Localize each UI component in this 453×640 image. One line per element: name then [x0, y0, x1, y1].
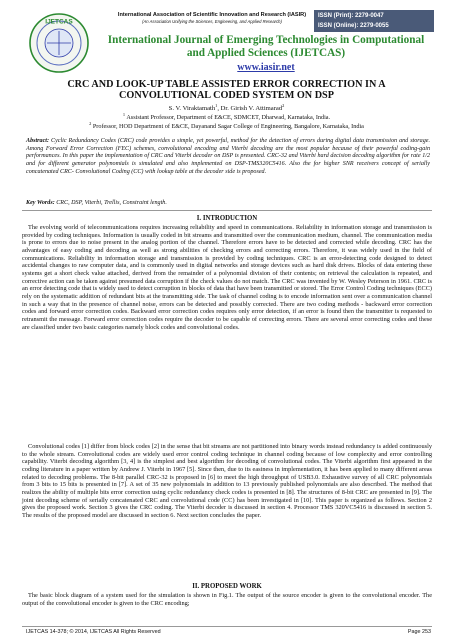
proposed-work-heading: II. PROPOSED WORK [192, 583, 262, 590]
author-2-sup: 2 [282, 103, 285, 108]
introduction-heading: I. INTRODUCTION [196, 215, 258, 222]
journal-line1: International Journal of Emerging Technologies in Computational [107, 34, 425, 46]
introduction-paragraph-1: The evolving world of telecommunications requires increasing reliability and speed in communications. Reliability in information storage and transmission is provided by coding techniques. Information is usually coded in bit streams and transmitted over the communication medium, channel. The communication media is prone to errors due to noise present in the analog portion of the channel. Therefore errors have to be detected and corrected while decoding. CRC has the advantages of easy coding and decoding as well as strong abilities of checking errors and correcting errors. Therefore, it was widely used in the field of communications. Reliability in information storage and transmission is provided by coding techniques. CRC is an error-detecting code designed to detect accidental changes to raw computer data, and is commonly used in digital networks and storage devices such as hard disk drives. Blocks of data entering these systems get a short check value attached, derived from the remainder of a polynomial division of their contents; on retrieval the calculation is repeated, and corrective action can be taken against presumed data corruption if the check values do not match. The CRC was invented by W. Wesley Peterson in 1961. CRC is an error detecting code that is widely used to detect corruption in blocks of data that have been transmitted or stored. The Error Control Coding techniques (ECC) rely on the systematic addition of redundant bits at the transmitting side. The task of channel coding is to encode information sent over a communication channel in such a way that in the presence of channel noise, errors can be detected and possibly corrected. There are two coding methods - backward error correction codes and forward error correction codes. Backward error correction codes requires only error detection, if an error is found then the transmitter is requested to retransmit the message. Forward error correction codes require the decoder to be capable of correcting errors. There are several error correcting codes and these are classified under two basic categories namely block codes and convolutional codes. [22, 224, 432, 331]
aff1-sup: 1 [122, 112, 126, 117]
aff2-sup: 2 [89, 121, 92, 126]
aff2-text: Professor, HOD Department of E&CE, Dayanand Sagar College of Engineering, Bangalore, Karnataka, India [91, 123, 364, 131]
affiliation-2 [20, 120, 433, 131]
issn-box [314, 10, 434, 32]
aff1-text: Assistant Professor, Department of E&CE, SDMCET, Dharwad, Karnataka, India. [125, 114, 331, 122]
journal-name [96, 34, 436, 60]
journal-url[interactable]: www.iasir.net [237, 62, 295, 73]
proposed-work-paragraph: The basic block diagram of a system used for the simulation is shown in Fig.1. The output of the source encoder is given to the convolutional encoder. The output of the convolutional encoder is given to the CRC encoding; [22, 592, 432, 607]
journal-line2: and Applied Sciences (IJETCAS) [186, 47, 346, 59]
keywords [26, 200, 430, 208]
seal-text: IJETCAS [45, 18, 73, 26]
journal-seal-logo [28, 12, 90, 74]
keywords-label: Key Words: [26, 200, 55, 206]
footer-page-number: Page 253 [407, 629, 431, 635]
association-tagline: (An Association Unifying the Sciences, Engineering, and Applied Research) [142, 19, 282, 24]
association-name: International Association of Scientific Innovation and Research (IASIR) [117, 12, 307, 18]
abstract-label: Abstract: [26, 138, 50, 144]
divider [22, 210, 432, 211]
keywords-text: CRC, DSP, Viterbi, Trellis, Constraint length. [54, 200, 167, 206]
association-header [116, 12, 308, 25]
issn-online: ISSN (Online): 2279-0055 [318, 23, 389, 29]
title-line2: CONVOLUTIONAL CODED SYSTEM ON DSP [119, 90, 334, 101]
abstract [26, 138, 430, 177]
author-2: , Dr. Girish V. Attimarad [217, 105, 283, 113]
author-1: S. V. Viraktamath [168, 105, 216, 113]
introduction-paragraph-2: Convolutional codes [1] differ from block codes [2] in the sense that bit streams are not partitioned into binary words instead redundancy is added continuously to the whole stream. Convolutional codes are widely used error control coding technique in channel coding because of low complexity and error controlling capability. Viterbi decoding algorithm [3, 4] is the simplest and best algorithm for decoding of convolutional codes. The Viterbi algorithm first appeared in the coding literature in a paper written by Andrew J. Viterbi in 1967 [5]. Since then, due to its easiness in implementation, it has been applied to many different areas related to decoding problems. The 8-bit parallel CRC-32 is proposed in [6] to meet the high throughput of USB3.0. Exhaustive survey of all CRC polynomials from 3 bits to 15 bits is presented in [7]. A set of 35 new polynomials in addition to 13 previously published polynomials are also described. The method that realizes the ability of multiple bits error correction using cyclic redundancy check codes is presented in [8]. The structures of 8-bit CRC are presented in [9]. The joint decoding scheme of serially concatenated CRC and convolutional code (CC) has been investigated in [10]. This paper is organized as follows. Section 2 gives the proposed work. Section 3 gives the CRC coding. The Viterbi decoder is discussed in section 4. Processor TMS 320VC5416 is discussed in section 5. The results of the proposed model are discussed in section 6. Next section concludes the paper. [22, 443, 432, 519]
title-line1: CRC AND LOOK-UP TABLE ASSISTED ERROR CORRECTION IN A [67, 79, 386, 90]
abstract-text: Cyclic Redundancy Codes (CRC) code provides a simple, yet powerful, method for the detection of errors during digital data transmission and storage. Among Forward Error Correction (FEC) schemes, convolutional encoding and Viterbi decoding are the most popular because of their powerful coding-gain performances. In this paper the implementation of CRC and Viterbi decoder on DSP is presented. CRC-32 and Viterbi hard decision decoding algorithm for rate 1/2 and for different generator polynomials is simulated and also implemented on DSP-TMS320C5416. Also the for higher SNR receivers concept of serially concatenated CRC- Convolutional Coding (CC) with lookup table at the decoder side is proposed. [26, 138, 430, 175]
issn-print: ISSN (Print): 2279-0047 [318, 13, 384, 19]
author-1-sup: 1 [215, 103, 218, 108]
footer-divider [22, 626, 432, 627]
footer-copyright: IJETCAS 14-378; © 2014, IJETCAS All Rights Reserved [26, 629, 161, 635]
paper-title [20, 79, 433, 101]
